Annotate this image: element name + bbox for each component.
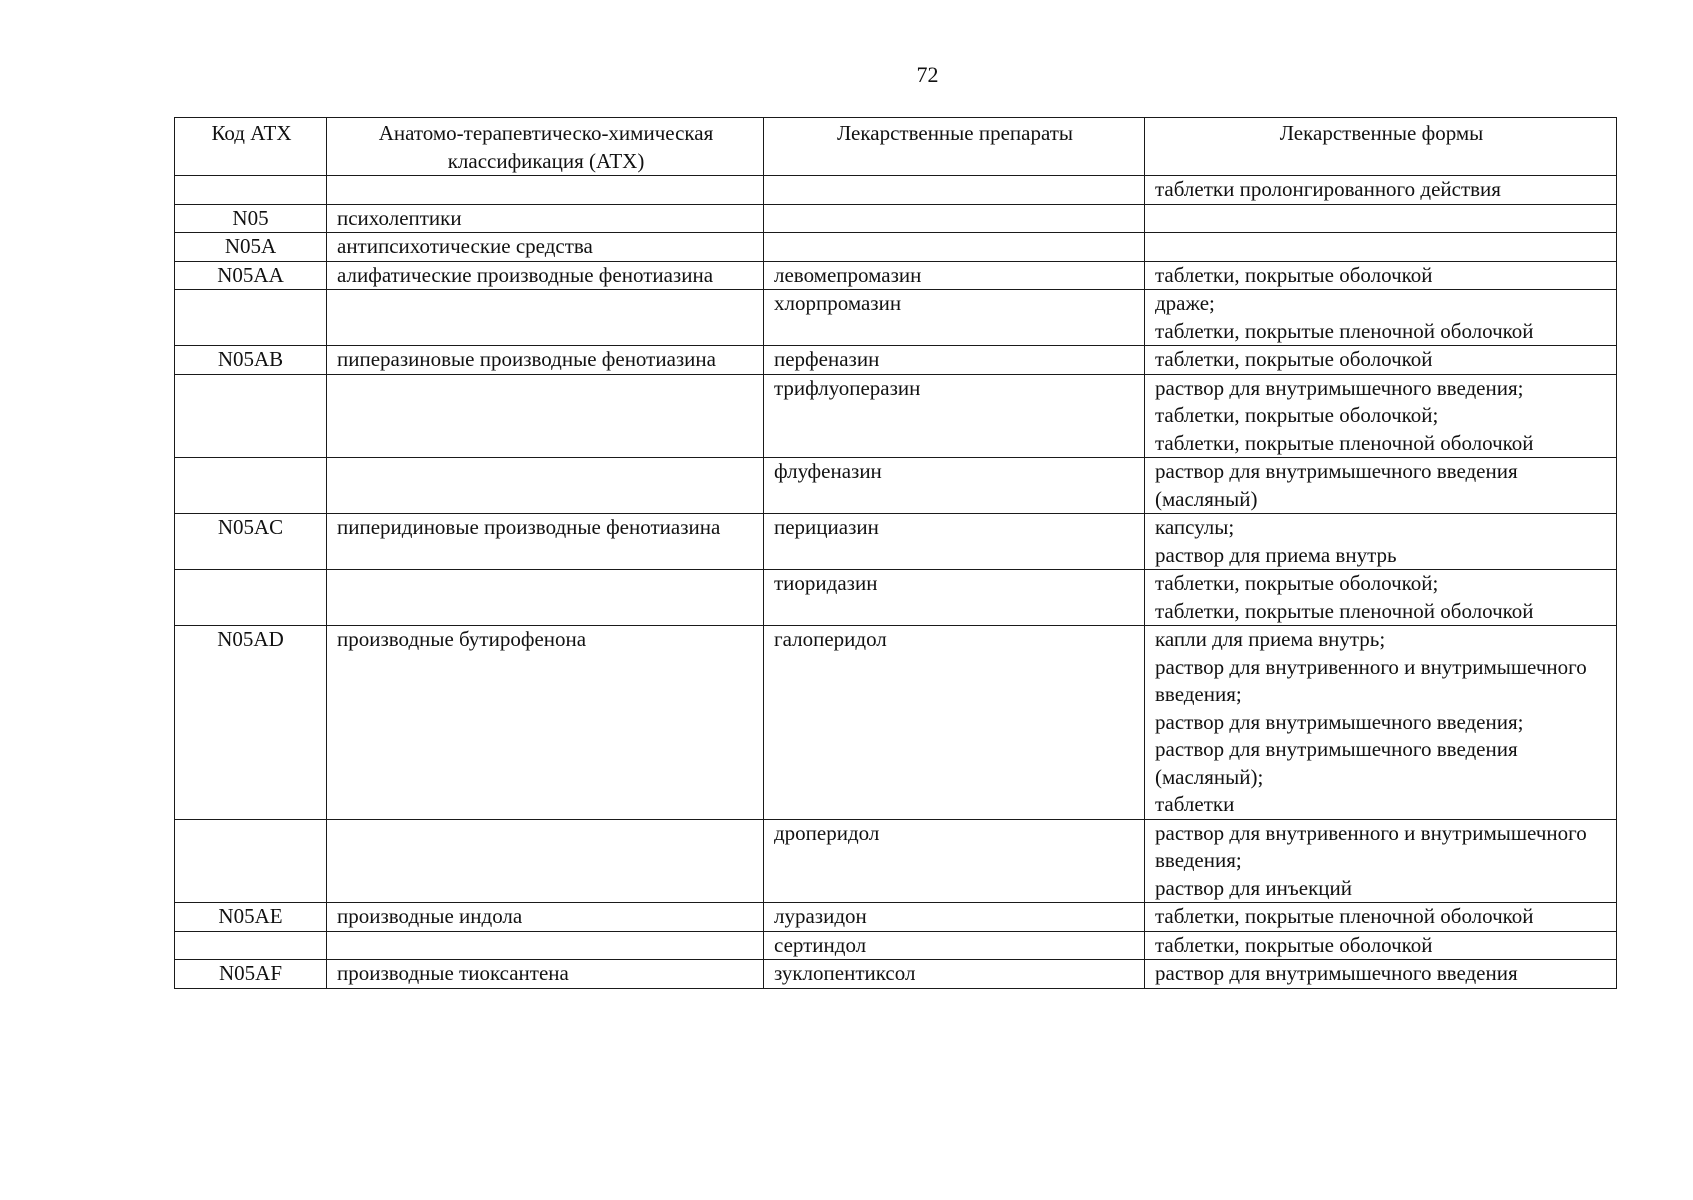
atx-code-cell	[175, 458, 327, 514]
forms-cell: раствор для внутримышечного введения; таблетки, покрытые оболочкой; таблетки, покрытые пленочной оболочкой	[1145, 374, 1617, 458]
classification-cell: производные тиоксантена	[327, 960, 764, 989]
classification-cell	[327, 176, 764, 205]
forms-cell	[1145, 204, 1617, 233]
forms-cell: таблетки, покрытые оболочкой	[1145, 931, 1617, 960]
table-header-row	[175, 118, 1617, 176]
drug-cell: зуклопентиксол	[764, 960, 1145, 989]
forms-cell: таблетки, покрытые оболочкой	[1145, 261, 1617, 290]
forms-cell: таблетки, покрытые оболочкой; таблетки, покрытые пленочной оболочкой	[1145, 570, 1617, 626]
drug-cell: дроперидол	[764, 819, 1145, 903]
forms-cell: раствор для внутримышечного введения	[1145, 960, 1617, 989]
atx-code-cell	[175, 819, 327, 903]
drug-cell: левомепромазин	[764, 261, 1145, 290]
table-row	[175, 931, 1617, 960]
classification-cell: пиперазиновые производные фенотиазина	[327, 346, 764, 375]
classification-cell: производные бутирофенона	[327, 626, 764, 820]
drug-cell: перициазин	[764, 514, 1145, 570]
atx-table	[174, 117, 1617, 989]
table-row	[175, 960, 1617, 989]
forms-cell: капли для приема внутрь; раствор для внутривенного и внутримышечного введения; раствор для внутримышечного введения; раствор для внутримышечного введения (масляный); таблетки	[1145, 626, 1617, 820]
drug-cell	[764, 233, 1145, 262]
table-row	[175, 233, 1617, 262]
forms-cell: таблетки пролонгированного действия	[1145, 176, 1617, 205]
table-row	[175, 204, 1617, 233]
classification-cell: алифатические производные фенотиазина	[327, 261, 764, 290]
drug-cell: флуфеназин	[764, 458, 1145, 514]
table-row	[175, 514, 1617, 570]
forms-cell: раствор для внутримышечного введения (масляный)	[1145, 458, 1617, 514]
table-row	[175, 176, 1617, 205]
classification-cell: пиперидиновые производные фенотиазина	[327, 514, 764, 570]
table-row	[175, 903, 1617, 932]
classification-cell	[327, 570, 764, 626]
table-row	[175, 458, 1617, 514]
atx-code-cell: N05AA	[175, 261, 327, 290]
header-code: Код АТХ	[175, 118, 327, 176]
atx-code-cell	[175, 290, 327, 346]
classification-cell: антипсихотические средства	[327, 233, 764, 262]
table-row	[175, 819, 1617, 903]
drug-cell	[764, 204, 1145, 233]
forms-cell: капсулы; раствор для приема внутрь	[1145, 514, 1617, 570]
drug-cell: хлорпромазин	[764, 290, 1145, 346]
forms-cell: таблетки, покрытые оболочкой	[1145, 346, 1617, 375]
table-row	[175, 261, 1617, 290]
atx-code-cell: N05AD	[175, 626, 327, 820]
drug-cell: сертиндол	[764, 931, 1145, 960]
forms-cell: таблетки, покрытые пленочной оболочкой	[1145, 903, 1617, 932]
forms-cell: драже; таблетки, покрытые пленочной оболочкой	[1145, 290, 1617, 346]
table-row	[175, 570, 1617, 626]
classification-cell: производные индола	[327, 903, 764, 932]
atx-code-cell: N05AC	[175, 514, 327, 570]
atx-code-cell: N05AE	[175, 903, 327, 932]
drug-cell: трифлуоперазин	[764, 374, 1145, 458]
forms-cell: раствор для внутривенного и внутримышечного введения; раствор для инъекций	[1145, 819, 1617, 903]
forms-cell	[1145, 233, 1617, 262]
atx-code-cell	[175, 176, 327, 205]
classification-cell	[327, 374, 764, 458]
atx-code-cell	[175, 570, 327, 626]
table-row	[175, 346, 1617, 375]
atx-code-cell: N05AF	[175, 960, 327, 989]
table-row	[175, 626, 1617, 820]
header-forms: Лекарственные формы	[1145, 118, 1617, 176]
drug-cell	[764, 176, 1145, 205]
drug-cell: тиоридазин	[764, 570, 1145, 626]
drug-cell: перфеназин	[764, 346, 1145, 375]
classification-cell	[327, 290, 764, 346]
header-classification: Анатомо-терапевтическо-химическая классификация (АТХ)	[327, 118, 764, 176]
drug-cell: луразидон	[764, 903, 1145, 932]
atx-code-cell	[175, 374, 327, 458]
header-drugs: Лекарственные препараты	[764, 118, 1145, 176]
table-row	[175, 374, 1617, 458]
classification-cell	[327, 819, 764, 903]
atx-code-cell: N05A	[175, 233, 327, 262]
classification-cell	[327, 458, 764, 514]
atx-code-cell	[175, 931, 327, 960]
classification-cell: психолептики	[327, 204, 764, 233]
atx-code-cell: N05AB	[175, 346, 327, 375]
table-row	[175, 290, 1617, 346]
drug-cell: галоперидол	[764, 626, 1145, 820]
page-number: 72	[916, 62, 939, 87]
atx-code-cell: N05	[175, 204, 327, 233]
classification-cell	[327, 931, 764, 960]
